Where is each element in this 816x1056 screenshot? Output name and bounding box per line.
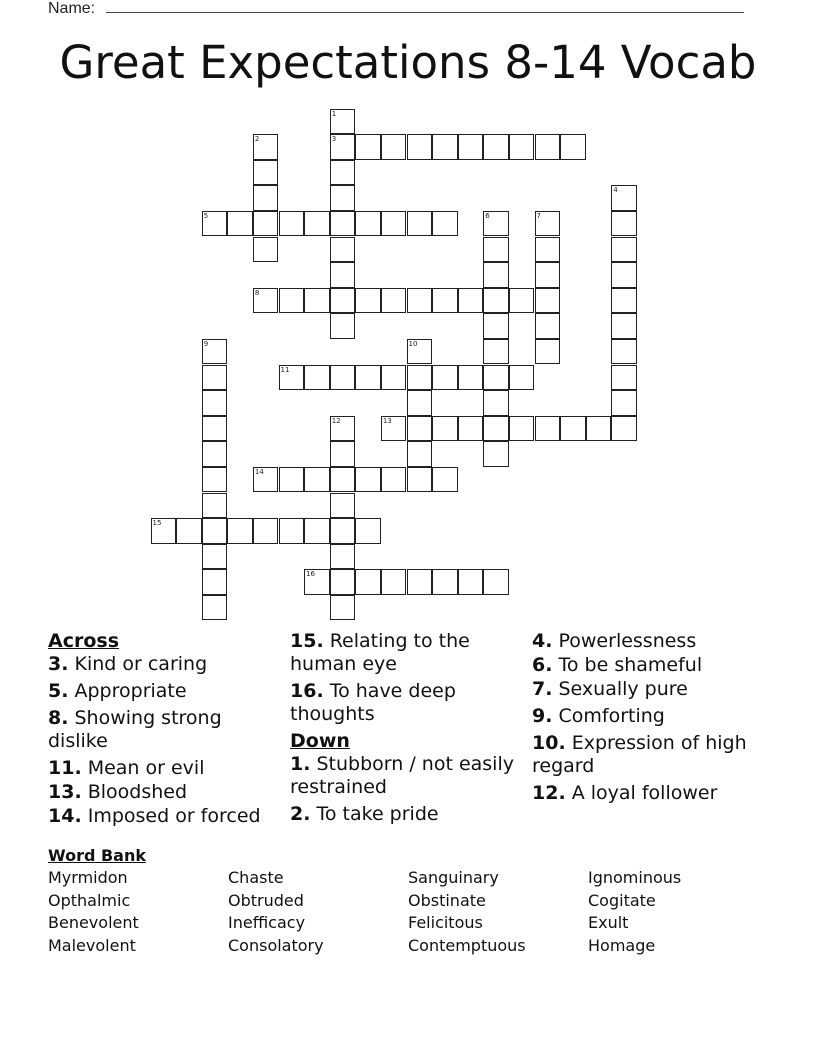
word-bank-item: Felicitous bbox=[408, 913, 483, 933]
clue-number: 7 bbox=[536, 211, 541, 220]
clue-number: 1 bbox=[331, 109, 337, 118]
crossword-cell[interactable] bbox=[304, 569, 330, 595]
crossword-cell[interactable] bbox=[611, 288, 637, 314]
crossword-cell[interactable] bbox=[202, 441, 228, 467]
crossword-cell[interactable] bbox=[227, 211, 253, 237]
crossword-cell[interactable] bbox=[611, 313, 637, 339]
crossword-cell[interactable] bbox=[560, 134, 586, 160]
crossword-cell[interactable] bbox=[458, 288, 484, 314]
crossword-cell[interactable] bbox=[483, 569, 509, 595]
across-clue-16: 16. To have deep thoughts bbox=[290, 680, 456, 725]
crossword-cell[interactable] bbox=[483, 237, 509, 263]
word-bank-item: Myrmidon bbox=[48, 868, 128, 887]
clue-number: 6 bbox=[485, 211, 490, 220]
crossword-cell[interactable] bbox=[432, 416, 458, 442]
crossword-cell[interactable] bbox=[560, 416, 586, 442]
word-bank-item: Opthalmic bbox=[48, 890, 131, 910]
word-bank-title: Word Bank bbox=[48, 846, 147, 865]
clues-column-2 bbox=[290, 630, 520, 830]
crossword-cell[interactable] bbox=[381, 211, 407, 237]
across-clue-3: 3. Kind or caring bbox=[48, 653, 208, 675]
crossword-cell[interactable] bbox=[330, 109, 356, 135]
crossword-cell[interactable] bbox=[407, 390, 433, 416]
crossword-cell[interactable] bbox=[202, 544, 228, 570]
clue-number: 11 bbox=[280, 365, 290, 374]
down-clue-1: 1. Stubborn / not easily restrained bbox=[290, 753, 514, 798]
word-bank-item: Obstinate bbox=[408, 890, 486, 910]
across-clue-11: 11. Mean or evil bbox=[48, 757, 205, 779]
crossword-cell[interactable] bbox=[535, 339, 561, 365]
crossword-cell[interactable] bbox=[330, 569, 356, 595]
word-bank-item: Exult bbox=[588, 913, 629, 933]
across-heading: Across bbox=[48, 630, 120, 652]
crossword-cell[interactable] bbox=[330, 493, 356, 519]
crossword-cell[interactable] bbox=[407, 467, 433, 493]
crossword-cell[interactable] bbox=[202, 339, 228, 365]
crossword-cell[interactable] bbox=[330, 313, 356, 339]
crossword-cell[interactable] bbox=[407, 288, 433, 314]
crossword-cell[interactable] bbox=[202, 467, 228, 493]
crossword-cell[interactable] bbox=[509, 134, 535, 160]
crossword-cell[interactable] bbox=[176, 518, 202, 544]
crossword-cell[interactable] bbox=[253, 237, 279, 263]
across-clue-8: 8. Showing strong dislike bbox=[48, 707, 222, 752]
crossword-cell[interactable] bbox=[432, 365, 458, 391]
clues-column-1 bbox=[48, 630, 278, 832]
word-bank-item: Sanguinary bbox=[408, 868, 499, 887]
crossword-cell[interactable] bbox=[355, 288, 381, 314]
crossword-cell[interactable] bbox=[483, 416, 509, 442]
clue-number: 15 bbox=[152, 519, 162, 528]
crossword-cell[interactable] bbox=[535, 262, 561, 288]
crossword-cell[interactable] bbox=[202, 211, 228, 237]
crossword-cell[interactable] bbox=[279, 211, 305, 237]
down-heading: Down bbox=[290, 730, 350, 752]
crossword-cell[interactable] bbox=[407, 365, 433, 391]
crossword-cell[interactable] bbox=[381, 288, 407, 314]
clue-number: 9 bbox=[203, 339, 209, 348]
crossword-cell[interactable] bbox=[432, 288, 458, 314]
clue-number: 14 bbox=[254, 467, 264, 476]
crossword-cell[interactable] bbox=[381, 416, 407, 442]
crossword-cell[interactable] bbox=[483, 390, 509, 416]
word-bank-grid bbox=[48, 868, 768, 959]
crossword-cell[interactable] bbox=[432, 467, 458, 493]
crossword-cell[interactable] bbox=[535, 237, 561, 263]
crossword-cell[interactable] bbox=[509, 288, 535, 314]
down-clue-7: 7. Sexually pure bbox=[532, 678, 688, 700]
crossword-cell[interactable] bbox=[330, 237, 356, 263]
down-clue-12: 12. A loyal follower bbox=[532, 782, 718, 804]
crossword-cell[interactable] bbox=[381, 569, 407, 595]
crossword-cell[interactable] bbox=[535, 313, 561, 339]
clue-number: 3 bbox=[331, 135, 337, 144]
crossword-cell[interactable] bbox=[355, 365, 381, 391]
crossword-cell[interactable] bbox=[458, 365, 484, 391]
crossword-cell[interactable] bbox=[355, 134, 381, 160]
crossword-cell[interactable] bbox=[407, 211, 433, 237]
crossword-cell[interactable] bbox=[611, 262, 637, 288]
crossword-cell[interactable] bbox=[202, 365, 228, 391]
crossword-cell[interactable] bbox=[330, 185, 356, 211]
crossword-cell[interactable] bbox=[304, 365, 330, 391]
crossword-cell[interactable] bbox=[611, 211, 637, 237]
crossword-cell[interactable] bbox=[483, 365, 509, 391]
crossword-cell[interactable] bbox=[330, 518, 356, 544]
crossword-cell[interactable] bbox=[253, 211, 279, 237]
crossword-cell[interactable] bbox=[253, 288, 279, 314]
crossword-cell[interactable] bbox=[355, 569, 381, 595]
crossword-cell[interactable] bbox=[407, 416, 433, 442]
crossword-cell[interactable] bbox=[458, 569, 484, 595]
crossword-cell[interactable] bbox=[279, 288, 305, 314]
across-clue-13: 13. Bloodshed bbox=[48, 781, 188, 803]
crossword-cell[interactable] bbox=[253, 185, 279, 211]
crossword-cell[interactable] bbox=[407, 569, 433, 595]
word-bank-item: Obtruded bbox=[228, 890, 304, 910]
clues-column-3 bbox=[532, 630, 772, 809]
crossword-cell[interactable] bbox=[458, 416, 484, 442]
down-clue-4: 4. Powerlessness bbox=[532, 630, 697, 652]
crossword-cell[interactable] bbox=[432, 569, 458, 595]
crossword-cell[interactable] bbox=[381, 365, 407, 391]
clue-number: 8 bbox=[254, 288, 260, 297]
crossword-cell[interactable] bbox=[279, 467, 305, 493]
crossword-cell[interactable] bbox=[151, 518, 177, 544]
crossword-cell[interactable] bbox=[535, 211, 561, 237]
clue-number: 10 bbox=[408, 339, 418, 348]
clue-number: 12 bbox=[331, 416, 341, 425]
clue-number: 4 bbox=[613, 186, 618, 195]
crossword-cell[interactable] bbox=[253, 134, 279, 160]
crossword-cell[interactable] bbox=[535, 288, 561, 314]
crossword-cell[interactable] bbox=[586, 416, 612, 442]
word-bank-item: Cogitate bbox=[588, 890, 656, 910]
crossword-cell[interactable] bbox=[253, 467, 279, 493]
word-bank-item: Benevolent bbox=[48, 913, 139, 933]
crossword-cell[interactable] bbox=[458, 134, 484, 160]
word-bank-item: Homage bbox=[588, 936, 656, 956]
crossword-cell[interactable] bbox=[330, 262, 356, 288]
crossword-cell[interactable] bbox=[330, 595, 356, 621]
crossword-cell[interactable] bbox=[253, 160, 279, 186]
word-bank-item: Consolatory bbox=[228, 936, 324, 956]
crossword-cell[interactable] bbox=[304, 518, 330, 544]
crossword-cell[interactable] bbox=[509, 416, 535, 442]
crossword-cell[interactable] bbox=[381, 134, 407, 160]
crossword-cell[interactable] bbox=[535, 134, 561, 160]
crossword-cell[interactable] bbox=[611, 390, 637, 416]
crossword-cell[interactable] bbox=[279, 365, 305, 391]
crossword-cell[interactable] bbox=[483, 313, 509, 339]
crossword-cell[interactable] bbox=[355, 518, 381, 544]
word-bank-item: Malevolent bbox=[48, 936, 136, 956]
crossword-cell[interactable] bbox=[611, 365, 637, 391]
crossword-cell[interactable] bbox=[611, 339, 637, 365]
crossword-cell[interactable] bbox=[407, 441, 433, 467]
word-bank-item: Ignominous bbox=[588, 868, 682, 887]
word-bank-item: Chaste bbox=[228, 868, 284, 887]
crossword-cell[interactable] bbox=[330, 365, 356, 391]
down-clue-10: 10. Expression of high regard bbox=[532, 732, 747, 777]
crossword-cell[interactable] bbox=[483, 134, 509, 160]
crossword-cell[interactable] bbox=[304, 288, 330, 314]
across-clue-15: 15. Relating to the human eye bbox=[290, 630, 470, 675]
crossword-cell[interactable] bbox=[202, 595, 228, 621]
crossword-cell[interactable] bbox=[483, 339, 509, 365]
across-clue-5: 5. Appropriate bbox=[48, 680, 187, 702]
crossword-cell[interactable] bbox=[407, 339, 433, 365]
word-bank bbox=[48, 846, 768, 959]
crossword-cell[interactable] bbox=[535, 416, 561, 442]
down-clue-9: 9. Comforting bbox=[532, 705, 665, 727]
crossword-cell[interactable] bbox=[381, 467, 407, 493]
crossword-cell[interactable] bbox=[611, 416, 637, 442]
crossword-cell[interactable] bbox=[227, 518, 253, 544]
crossword-cell[interactable] bbox=[330, 416, 356, 442]
crossword-cell[interactable] bbox=[202, 569, 228, 595]
crossword-cell[interactable] bbox=[330, 211, 356, 237]
page-title: Great Expectations 8-14 Vocab bbox=[59, 36, 757, 89]
crossword-cell[interactable] bbox=[483, 211, 509, 237]
down-clue-2: 2. To take pride bbox=[290, 803, 439, 825]
crossword-cell[interactable] bbox=[330, 134, 356, 160]
crossword-cell[interactable] bbox=[432, 134, 458, 160]
clue-number: 5 bbox=[203, 211, 209, 220]
crossword-cell[interactable] bbox=[202, 518, 228, 544]
name-label: Name: bbox=[48, 0, 100, 17]
crossword-cell[interactable] bbox=[330, 160, 356, 186]
down-clue-6: 6. To be shameful bbox=[532, 654, 703, 676]
clue-number: 16 bbox=[306, 570, 316, 579]
crossword-cell[interactable] bbox=[355, 467, 381, 493]
crossword-cell[interactable] bbox=[483, 262, 509, 288]
crossword-cell[interactable] bbox=[330, 288, 356, 314]
word-bank-item: Inefficacy bbox=[228, 913, 306, 933]
crossword-cell[interactable] bbox=[432, 211, 458, 237]
crossword-cell[interactable] bbox=[330, 467, 356, 493]
crossword-cell[interactable] bbox=[279, 518, 305, 544]
clue-number: 2 bbox=[254, 135, 260, 144]
crossword-cell[interactable] bbox=[407, 134, 433, 160]
crossword-cell[interactable] bbox=[509, 365, 535, 391]
crossword-cell[interactable] bbox=[202, 493, 228, 519]
crossword-cell[interactable] bbox=[483, 288, 509, 314]
crossword-cell[interactable] bbox=[483, 441, 509, 467]
crossword-cell[interactable] bbox=[202, 390, 228, 416]
crossword-cell[interactable] bbox=[253, 518, 279, 544]
crossword-cell[interactable] bbox=[330, 441, 356, 467]
clue-number: 13 bbox=[382, 416, 392, 425]
crossword-cell[interactable] bbox=[304, 467, 330, 493]
crossword-cell[interactable] bbox=[611, 237, 637, 263]
crossword-cell[interactable] bbox=[611, 185, 637, 211]
crossword-cell[interactable] bbox=[330, 544, 356, 570]
across-clue-14: 14. Imposed or forced bbox=[48, 805, 261, 827]
crossword-cell[interactable] bbox=[202, 416, 228, 442]
word-bank-item: Contemptuous bbox=[408, 936, 526, 956]
crossword-cell[interactable] bbox=[355, 211, 381, 237]
crossword-cell[interactable] bbox=[304, 211, 330, 237]
